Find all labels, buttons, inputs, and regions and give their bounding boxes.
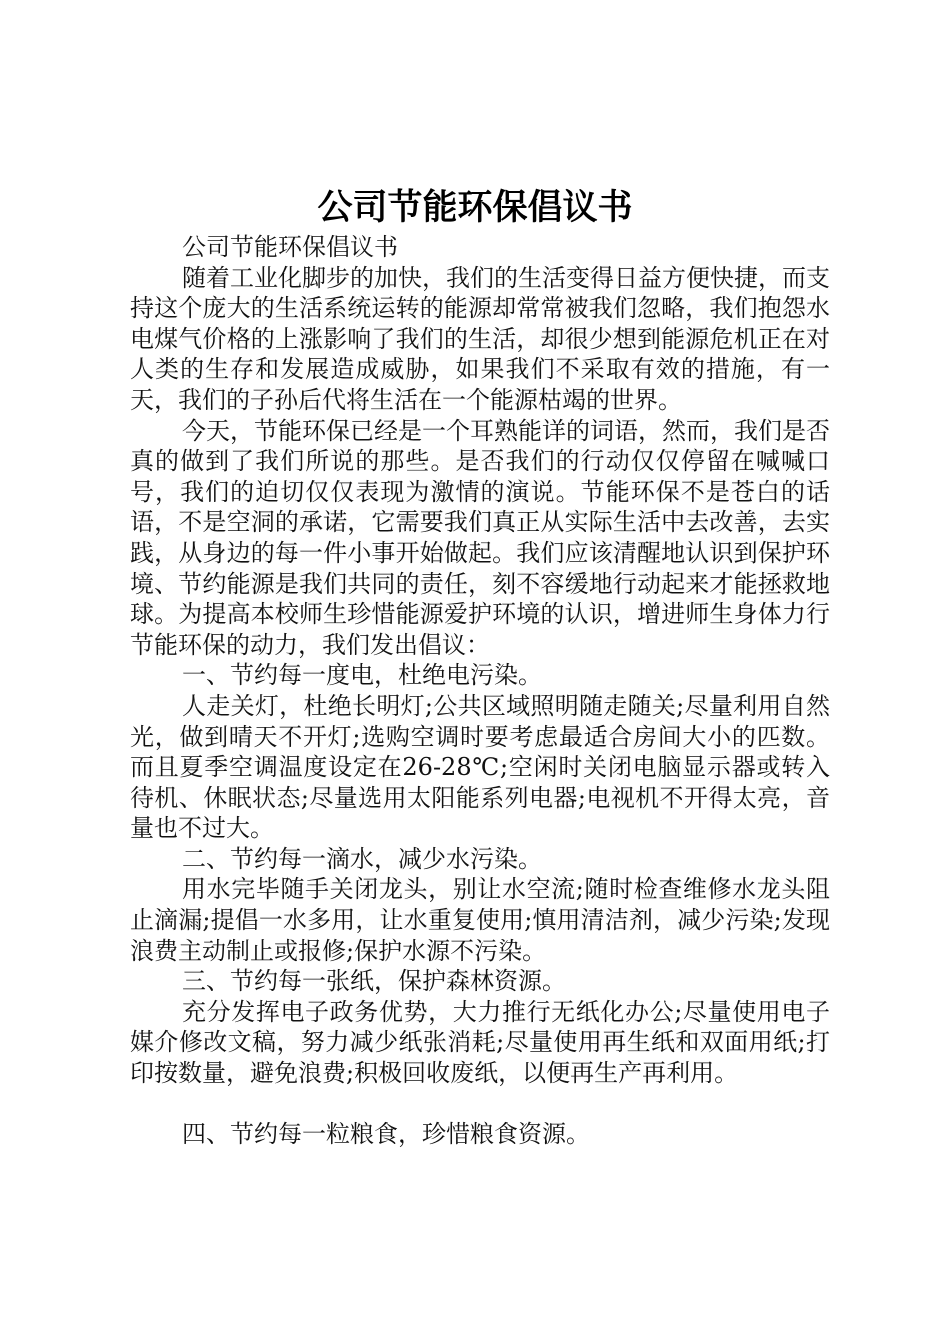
- paragraph-water: 用水完毕随手关闭龙头，别让水空流;随时检查维修水龙头阻止滴漏;提倡一水多用，让水重复使用;慎用清洁剂，减少污染;发现浪费主动制止或报修;保护水源不污染。: [130, 875, 830, 965]
- section-heading-electricity: 一、节约每一度电，杜绝电污染。: [182, 661, 542, 690]
- document-body: [130, 232, 830, 1149]
- section-heading-paper: 三、节约每一张纸，保护森林资源。: [182, 967, 566, 996]
- section-heading-food: 四、节约每一粒粮食，珍惜粮食资源。: [182, 1119, 590, 1148]
- paragraph-paper: 充分发挥电子政务优势，大力推行无纸化办公;尽量使用电子媒介修改文稿，努力减少纸张消耗;尽量使用再生纸和双面用纸;打印按数量，避免浪费;积极回收废纸，以便再生产再利用。: [130, 997, 830, 1088]
- document-title: 公司节能环保倡议书: [317, 187, 633, 228]
- paragraph-intro: 随着工业化脚步的加快，我们的生活变得日益方便快捷，而支持这个庞大的生活系统运转的能源却常常被我们忽略，我们抱怨水电煤气价格的上涨影响了我们的生活，却很少想到能源危机正在对人类的生存和发展造成威胁，如果我们不采取有效的措施，有一天，我们的子孙后代将生活在一个能源枯竭的世界。: [130, 263, 830, 414]
- paragraph-today: 今天，节能环保已经是一个耳熟能详的词语，然而，我们是否真的做到了我们所说的那些。是否我们的行动仅仅停留在喊喊口号，我们的迫切仅仅表现为激情的演说。节能环保不是苍白的话语，不是空洞的承诺，它需要我们真正从实际生活中去改善，去实践，从身边的每一件小事开始做起。我们应该清醒地认识到保护环境、节约能源是我们共同的责任，刻不容缓地行动起来才能拯救地球。为提高本校师生珍惜能源爱护环境的认识，增进师生身体力行节能环保的动力，我们发出倡议：: [130, 416, 830, 659]
- section-heading-water: 二、节约每一滴水，减少水污染。: [182, 844, 542, 873]
- paragraph-subtitle: 公司节能环保倡议书: [182, 233, 398, 261]
- paragraph-electricity: 人走关灯，杜绝长明灯;公共区域照明随走随关;尽量利用自然光，做到晴天不开灯;选购空调时要考虑最适合房间大小的匹数。而且夏季空调温度设定在26-28℃;空闲时关闭电脑显示器或转入待机、休眠状态;尽量选用太阳能系列电器;电视机不开得太亮，音量也不过大。: [130, 691, 830, 843]
